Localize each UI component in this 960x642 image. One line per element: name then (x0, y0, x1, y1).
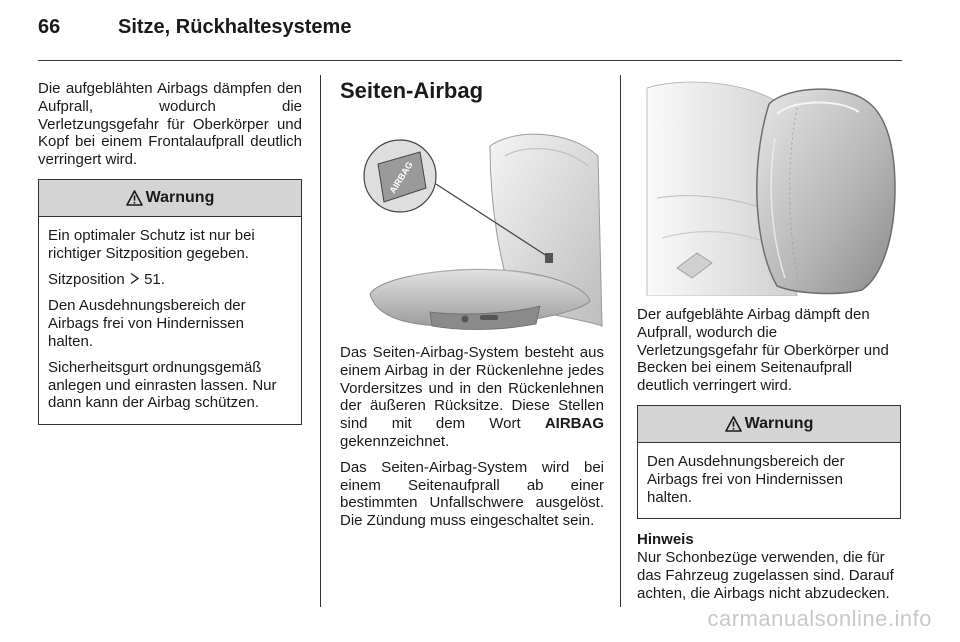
warning-triangle-icon (126, 190, 143, 206)
warning-title: Warnung (145, 189, 215, 207)
airbag-label-text: AIRBAG (387, 159, 415, 196)
column-1 (38, 80, 302, 425)
warning-header (39, 180, 301, 217)
column-divider-right (620, 75, 621, 607)
warning-text-4: Sicherheitsgurt ordnungsgemäß anlegen und einrasten lassen. Nur dann kann der Airbag schützen. (48, 358, 277, 412)
description-suffix: gekennzeichnet. (340, 432, 450, 450)
seat-position-label: Sitzposition (48, 270, 125, 288)
warning-box-2 (637, 405, 901, 519)
description-prefix: Das Seiten-Airbag-System besteht aus einem Airbag in der Rückenlehne jedes Vordersitzes und in den Rückenlehnen der äußeren Rücksitze. Diese Stellen sind mit dem Wort (340, 344, 604, 433)
header-rule (38, 60, 902, 61)
column-3 (637, 78, 901, 611)
warning-triangle-icon (725, 416, 742, 432)
intro-paragraph: Die aufgeblähten Airbags dämpfen den Aufprall, wodurch die Verletzungsgefahr für Oberkörper und Kopf bei einem Frontalaufprall deutlich verringert wird. (38, 80, 302, 169)
seat-airbag-label-illustration (340, 116, 604, 334)
watermark: carmanualsonline.info (707, 606, 932, 631)
airbag-word: AIRBAG (544, 415, 604, 433)
seat-position-ref[interactable]: 51. (144, 270, 165, 288)
warning-text-2 (48, 271, 292, 290)
side-airbag-description (340, 344, 604, 451)
warning-body (39, 217, 301, 424)
warning-body-2 (638, 443, 900, 518)
inflated-side-airbag-illustration (637, 78, 901, 296)
warning-box (38, 179, 302, 425)
column-divider-left (320, 75, 321, 607)
warning-2-text: Den Ausdehnungsbereich der Airbags frei von Hindernissen halten. (647, 452, 845, 506)
warning-text-3: Den Ausdehnungsbereich der Airbags frei von Hindernissen halten. (48, 297, 246, 350)
warning-header-2 (638, 406, 900, 443)
warning-text-1: Ein optimaler Schutz ist nur bei richtiger Sitzposition gegeben. (48, 226, 255, 262)
page-number: 66 (38, 16, 61, 38)
warning-title-2: Warnung (744, 415, 814, 433)
note-title: Hinweis (637, 531, 694, 549)
inflated-airbag-caption: Der aufgeblähte Airbag dämpft den Aufprall, wodurch die Verletzungsgefahr für Oberkörper und Becken bei einem Seitenaufprall deutlich verringert wird. (637, 306, 889, 395)
chapter-title: Sitze, Rückhaltesysteme (118, 16, 352, 38)
reference-arrow-icon (129, 272, 140, 290)
side-airbag-trigger: Das Seiten-Airbag-System wird bei einem Seitenaufprall ab einer bestimmten Unfallschwere ausgelöst. Die Zündung muss eingeschaltet sein. (340, 458, 604, 530)
section-heading: Seiten-Airbag (340, 78, 484, 103)
column-2 (340, 78, 604, 538)
note-text: Nur Schonbezüge verwenden, die für das Fahrzeug zugelassen sind. Darauf achten, die Airbags nicht abzudecken. (637, 549, 894, 602)
